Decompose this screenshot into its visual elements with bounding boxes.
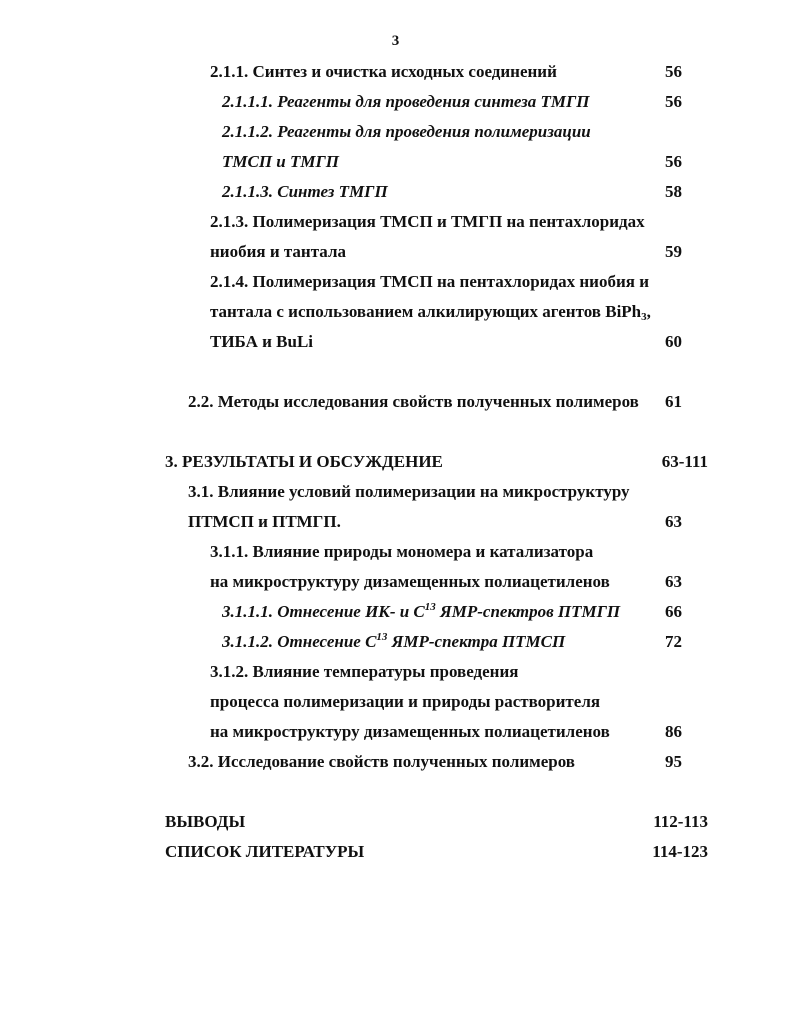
toc-entry-2-1-1-3: 2.1.1.3. Синтез ТМГП	[222, 182, 388, 201]
toc-entry-3-2: 3.2. Исследование свойств полученных полимеров	[188, 752, 575, 771]
toc-page-3-1-1-2: 72	[665, 632, 682, 651]
toc-entry-3-1-line1: 3.1. Влияние условий полимеризации на микроструктуру	[188, 482, 630, 501]
toc-entry-3-1-1-1	[222, 602, 620, 622]
toc-entry-2-1-4-line3: ТИБА и BuLi	[210, 332, 314, 351]
toc-entry-3-1-1-1-pre: 3.1.1.1. Отнесение ИК- и С	[222, 602, 425, 621]
toc-entry-3: 3. РЕЗУЛЬТАТЫ И ОБСУЖДЕНИЕ	[165, 452, 443, 471]
toc-entry-2-1-4-line2-text: тантала с использованием алкилирующих агентов BiPh	[210, 302, 642, 321]
toc-entry-3-1-2-line1: 3.1.2. Влияние температуры проведения	[210, 662, 519, 681]
toc-page-3-1-2: 86	[665, 722, 682, 741]
toc-entry-3-1-1-2	[222, 632, 565, 652]
subscript-3: 3	[641, 311, 647, 323]
toc-page-references: 114-123	[652, 842, 708, 861]
toc-entry-2-2: 2.2. Методы исследования свойств полученных полимеров	[188, 392, 639, 411]
toc-page-3-1: 63	[665, 512, 682, 531]
toc-page-3-1-1-1: 66	[665, 602, 682, 621]
toc-page-3-1-1: 63	[665, 572, 682, 591]
toc-page-2-1-1-3: 58	[665, 182, 682, 201]
toc-page-conclusions: 112-113	[653, 812, 708, 831]
page-number: 3	[391, 33, 400, 49]
toc-entry-2-1-4-line2	[210, 302, 651, 322]
toc-entry-3-1-1-2-pre: 3.1.1.2. Отнесение С	[222, 632, 377, 651]
toc-entry-3-1-1-1-post: ЯМР-спектров ПТМГП	[435, 602, 621, 621]
toc-entry-2-1-4-line1: 2.1.4. Полимеризация ТМСП на пентахлоридах ниобия и	[210, 272, 649, 291]
toc-entry-conclusions: ВЫВОДЫ	[165, 812, 246, 831]
toc-entry-2-1-1: 2.1.1. Синтез и очистка исходных соединений	[210, 62, 557, 81]
toc-entry-3-1-line2: ПТМСП и ПТМГП.	[188, 512, 341, 531]
toc-page-2-1-3: 59	[665, 242, 682, 261]
toc-entry-2-1-4-line2-comma: ,	[646, 302, 651, 321]
toc-page-2-1-1-2: 56	[665, 152, 682, 171]
toc-entry-3-1-1-line1: 3.1.1. Влияние природы мономера и катализатора	[210, 542, 594, 561]
toc-entry-2-1-1-2-line1: 2.1.1.2. Реагенты для проведения полимеризации	[222, 122, 591, 141]
toc-entry-2-1-3-line1: 2.1.3. Полимеризация ТМСП и ТМГП на пентахлоридах	[210, 212, 645, 231]
toc-page-2-1-1-1: 56	[665, 92, 682, 111]
toc-entry-2-1-1-2-line2: ТМСП и ТМГП	[222, 152, 340, 171]
toc-entry-references: СПИСОК ЛИТЕРАТУРЫ	[165, 842, 365, 861]
toc-page-2-2: 61	[665, 392, 682, 411]
toc-entry-3-1-2-line3: на микроструктуру дизамещенных полиацетиленов	[210, 722, 610, 741]
toc-entry-3-1-1-2-post: ЯМР-спектра ПТМСП	[387, 632, 566, 651]
superscript-13: 13	[424, 601, 436, 613]
toc-page-2-1-1: 56	[665, 62, 682, 81]
toc-page-3: 63-111	[661, 452, 708, 471]
superscript-13: 13	[376, 631, 388, 643]
toc-entry-2-1-3-line2: ниобия и тантала	[210, 242, 346, 261]
toc-entry-3-1-1-line2: на микроструктуру дизамещенных полиацетиленов	[210, 572, 610, 591]
toc-entry-3-1-2-line2: процесса полимеризации и природы растворителя	[210, 692, 601, 711]
toc-page-2-1-4: 60	[665, 332, 682, 351]
toc-page-3-2: 95	[665, 752, 682, 771]
toc-entry-2-1-1-1: 2.1.1.1. Реагенты для проведения синтеза ТМГП	[222, 92, 590, 111]
